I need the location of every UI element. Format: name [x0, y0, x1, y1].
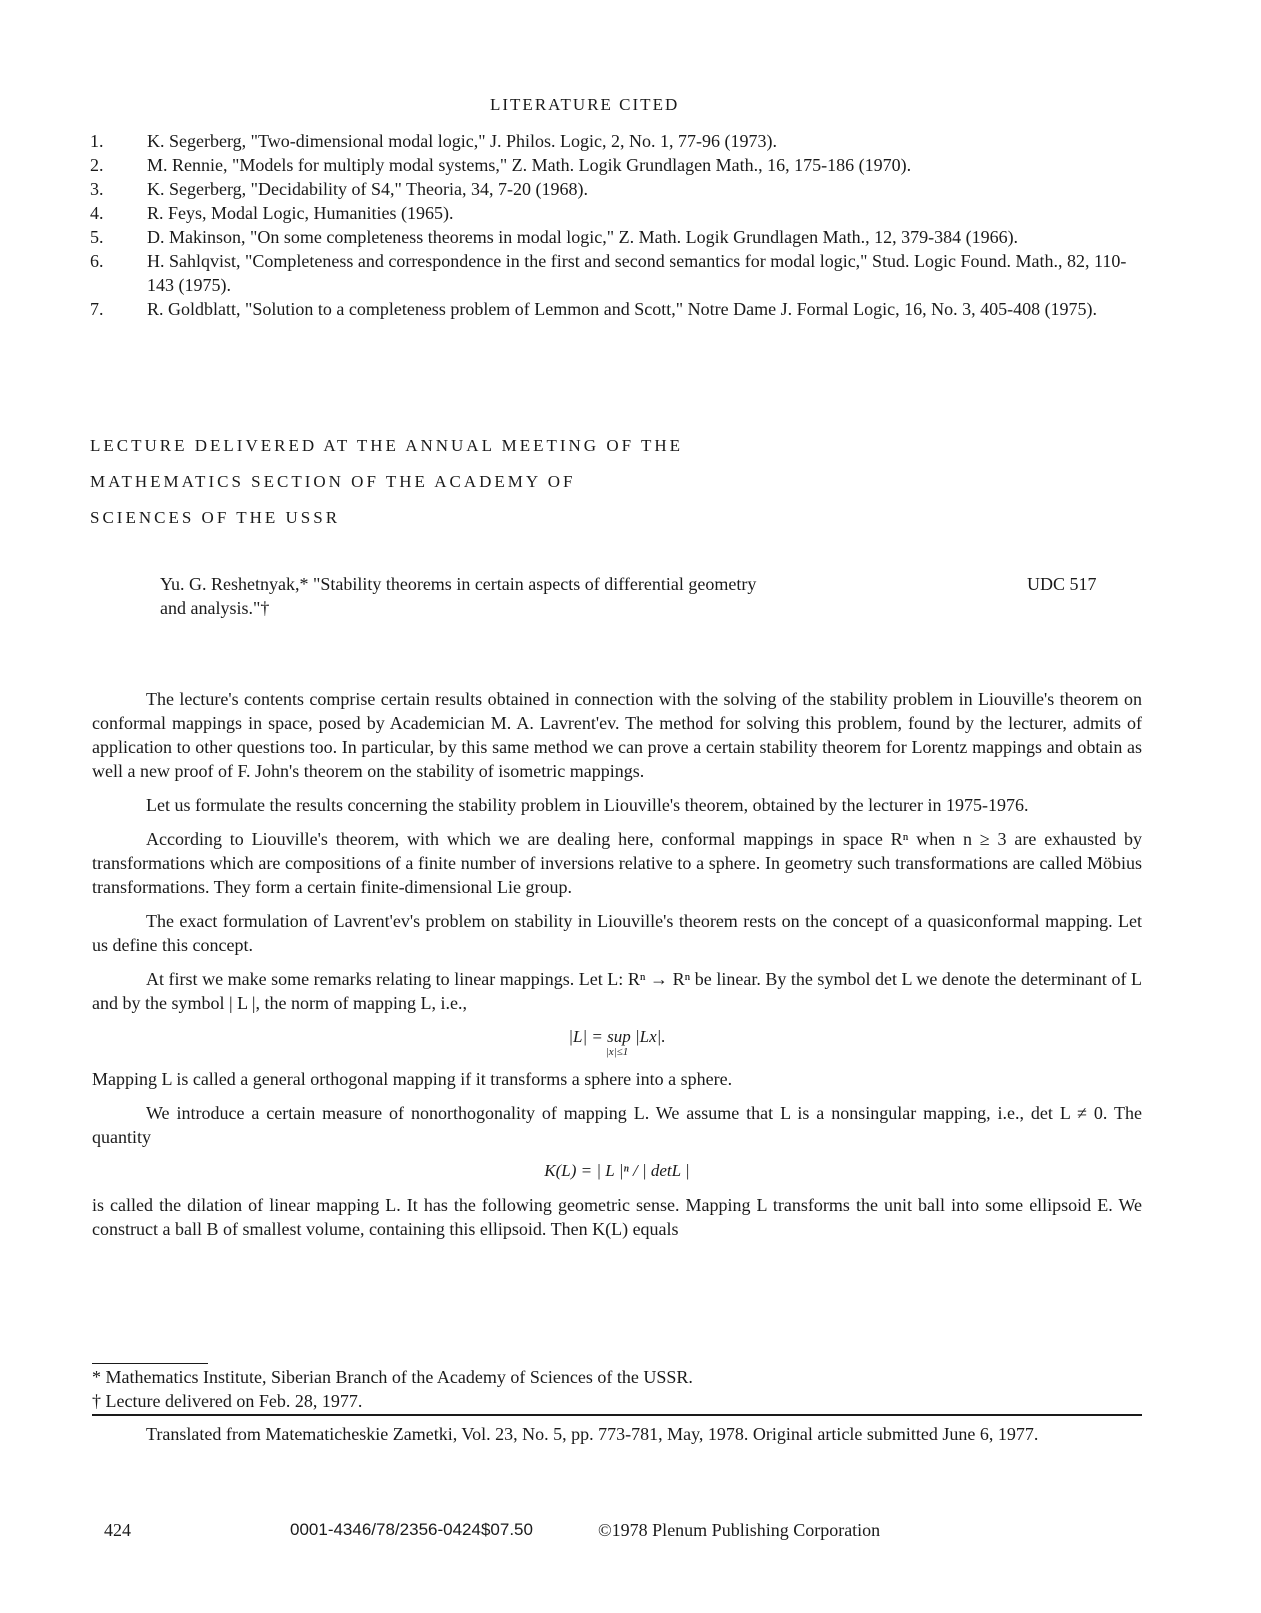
reference-number: 4. — [90, 203, 104, 223]
footnote-affiliation: * Mathematics Institute, Siberian Branch of the Academy of Sciences of the USSR. — [92, 1367, 693, 1387]
reference-text: K. Segerberg, "Two-dimensional modal logic," J. Philos. Logic, 2, No. 1, 77-96 (1973). — [147, 131, 778, 151]
footnote-divider — [92, 1363, 208, 1364]
reference-number: 6. — [90, 251, 104, 271]
page-number: 424 — [104, 1520, 131, 1540]
reference-number: 7. — [90, 299, 104, 319]
formula-subscript: |x|≤1 — [605, 1046, 629, 1058]
body-paragraph: At first we make some remarks relating to linear mappings. Let L: Rⁿ → Rⁿ be linear. By the symbol det L we denote the determinant of L and by the symbol | L |, the norm of mapping L, i.e., — [92, 969, 1142, 1013]
reference-text: K. Segerberg, "Decidability of S4," Theoria, 34, 7-20 (1968). — [147, 179, 588, 199]
norm-formula — [92, 1025, 1142, 1057]
translation-text: Translated from Matematicheskie Zametki, Vol. 23, No. 5, pp. 773-781, May, 1978. Original article submitted June 6, 1977. — [146, 1424, 1039, 1444]
body-paragraph: The lecture's contents comprise certain results obtained in connection with the solving of the stability problem in Liouville's theorem on conformal mappings in space, posed by Academician M. A. Lavrent'ev. The method for solving this problem, found by the lecturer, admits of application to other questions too. In particular, by this same method we can prove a certain stability theorem for Lorentz mappings and obtain as well a new proof of F. John's theorem on the stability of isometric mappings. — [92, 689, 1142, 781]
body-paragraph: Let us formulate the results concerning the stability problem in Liouville's theorem, obtained by the lecturer in 1975-1976. — [146, 795, 1029, 815]
reference-number: 1. — [90, 131, 104, 151]
reference-text: M. Rennie, "Models for multiply modal systems," Z. Math. Logik Grundlagen Math., 16, 175-186 (1970). — [147, 155, 912, 175]
lecture-byline: Yu. G. Reshetnyak,* "Stability theorems in certain aspects of differential geometry and analysis."† — [160, 574, 757, 618]
body-paragraph: According to Liouville's theorem, with which we are dealing here, conformal mappings in space Rⁿ when n ≥ 3 are exhausted by transformations which are compositions of a finite number of inversions relative to a sphere. In geometry such transformations are called Möbius transformations. They form a certain finite-dimensional Lie group. — [92, 829, 1142, 897]
reference-item — [90, 177, 1140, 201]
reference-number: 2. — [90, 155, 104, 175]
reference-number: 5. — [90, 227, 104, 247]
translation-note — [92, 1422, 1142, 1446]
reference-item — [90, 249, 1140, 297]
footnote-lecture-date: † Lecture delivered on Feb. 28, 1977. — [92, 1391, 363, 1411]
lecture-heading-line: LECTURE DELIVERED AT THE ANNUAL MEETING OF THE — [90, 436, 684, 455]
udc-code: UDC 517 — [1027, 574, 1097, 594]
formula-expression: |L| = sup |Lx|. — [568, 1027, 666, 1046]
reference-text: R. Goldblatt, "Solution to a completeness problem of Lemmon and Scott," Notre Dame J. Formal Logic, 16, No. 3, 405-408 (1975). — [147, 299, 1098, 319]
lecture-heading — [90, 428, 890, 536]
lecture-heading-line: SCIENCES OF THE USSR — [90, 508, 341, 527]
translation-divider — [92, 1414, 1142, 1416]
body-paragraph: The exact formulation of Lavrent'ev's problem on stability in Liouville's theorem rests on the concept of a quasiconformal mapping. Let us define this concept. — [92, 911, 1142, 955]
literature-cited-heading: LITERATURE CITED — [490, 95, 680, 114]
reference-item — [90, 297, 1140, 321]
lecture-heading-line: MATHEMATICS SECTION OF THE ACADEMY OF — [90, 472, 576, 491]
body-paragraph: We introduce a certain measure of nonorthogonality of mapping L. We assume that L is a nonsingular mapping, i.e., det L ≠ 0. The quantity — [92, 1103, 1142, 1147]
copyright-notice: ©1978 Plenum Publishing Corporation — [598, 1520, 881, 1540]
dilation-formula: K(L) = | L |ⁿ / | detL | — [544, 1161, 690, 1180]
reference-text: D. Makinson, "On some completeness theorems in modal logic," Z. Math. Logik Grundlagen Math., 12, 379-384 (1966). — [147, 227, 1019, 247]
reference-item — [90, 129, 1140, 153]
reference-text: H. Sahlqvist, "Completeness and correspondence in the first and second semantics for modal logic," Stud. Logic Found. Math., 82, 110-143 (1975). — [147, 251, 1127, 295]
body-paragraph: Mapping L is called a general orthogonal mapping if it transforms a sphere into a sphere. — [92, 1069, 733, 1089]
reference-text: R. Feys, Modal Logic, Humanities (1965). — [147, 203, 454, 223]
reference-item — [90, 153, 1140, 177]
article-body — [92, 687, 1142, 1251]
footnotes — [92, 1365, 1142, 1413]
body-paragraph: is called the dilation of linear mapping L. It has the following geometric sense. Mapping L transforms the unit ball into some ellipsoid E. We construct a ball B of smallest volume, containing this ellipsoid. Then K(L) equals — [92, 1195, 1142, 1239]
catalog-code: 0001-4346/78/2356-0424$07.50 — [290, 1520, 533, 1539]
reference-number: 3. — [90, 179, 104, 199]
reference-item — [90, 201, 1140, 225]
reference-item — [90, 225, 1140, 249]
reference-list — [90, 129, 1140, 321]
